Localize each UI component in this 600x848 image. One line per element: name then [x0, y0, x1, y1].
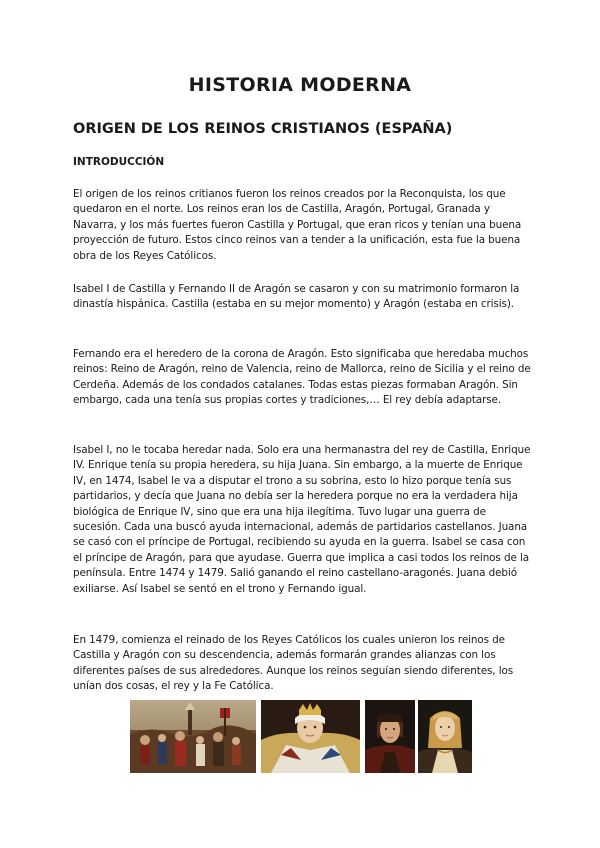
paragraph-2: Isabel I de Castilla y Fernando II de Aragón se casaron y con su matrimonio formaron la dinastía hispánica. Castilla (estaba en su mejor momento) y Aragón (estaba en crisis).	[73, 283, 520, 311]
paragraph-3: Fernando era el heredero de la corona de Aragón. Esto significaba que heredaba muchos reinos: Reino de Aragón, reino de Valencia, reino de Mallorca, reino de Sicilia y el reino de Cerdeña. Además de los condados catalanes. Todas estas piezas formaban Aragón. Sin embargo, cada una tenía sus propias cortes y tradiciones,… El rey debía adaptarse.	[73, 348, 531, 407]
section-heading: INTRODUCCIÓN	[73, 156, 165, 168]
paragraph-5: En 1479, comienza el reinado de los Reyes Católicos los cuales unieron los reinos de Castilla y Aragón con su descendencia, además formarán grandes alianzas con los diferentes países de sus alrededores. Aunque los reinos seguían siendo diferentes, los unían dos cosas, el rey y la Fe Católica.	[73, 634, 514, 693]
queen-isabel-portrait-image	[418, 700, 472, 773]
king-portrait-image	[365, 700, 415, 773]
paragraph-4: Isabel I, no le tocaba heredar nada. Solo era una hermanastra del rey de Castilla, Enrique IV. Enrique tenía su propia heredera, su hija Juana. Sin embargo, a la muerte de Enrique IV, en 1474, Isabel le va a disputar el trono a su sobrina, esto lo hizo porque tenía sus partidarios, y decía que Juana no debía ser la heredera porque no era la verdadera hija biológica de Enrique IV, sino que era una hija ilegítima. Tuvo lugar una guerra de sucesión. Cada una buscó ayuda internacional, además de partidarios castellanos. Juana se casó con el príncipe de Portugal, recibiendo su ayuda en la guerra. Isabel se casa con el príncipe de Aragón, para que ayudase. Guerra que implica a casi todos los reinos de la península. Entre 1474 y 1479. Salió ganando el reino castellano-aragonés. Juana debió exiliarse. Así Isabel se sentó en el trono y Fernando igual.	[73, 444, 531, 595]
document-subtitle: ORIGEN DE LOS REINOS CRISTIANOS (ESPAÑA)	[73, 121, 453, 137]
paragraph-1: El origen de los reinos critianos fueron los reinos creados por la Reconquista, los que quedaron en el norte. Los reinos eran los de Castilla, Aragón, Portugal, Granada y Navarra, y los más fuertes fueron Castilla y Portugal, que eran ricos y tenían una buena proyección de futuro. Estos cinco reinos van a tender a la unificación, esta fue la buena obra de los Reyes Católicos.	[73, 188, 522, 262]
queen-portrait-image	[261, 700, 360, 773]
historical-painting-image	[130, 700, 256, 773]
document-title: HISTORIA MODERNA	[188, 74, 412, 96]
